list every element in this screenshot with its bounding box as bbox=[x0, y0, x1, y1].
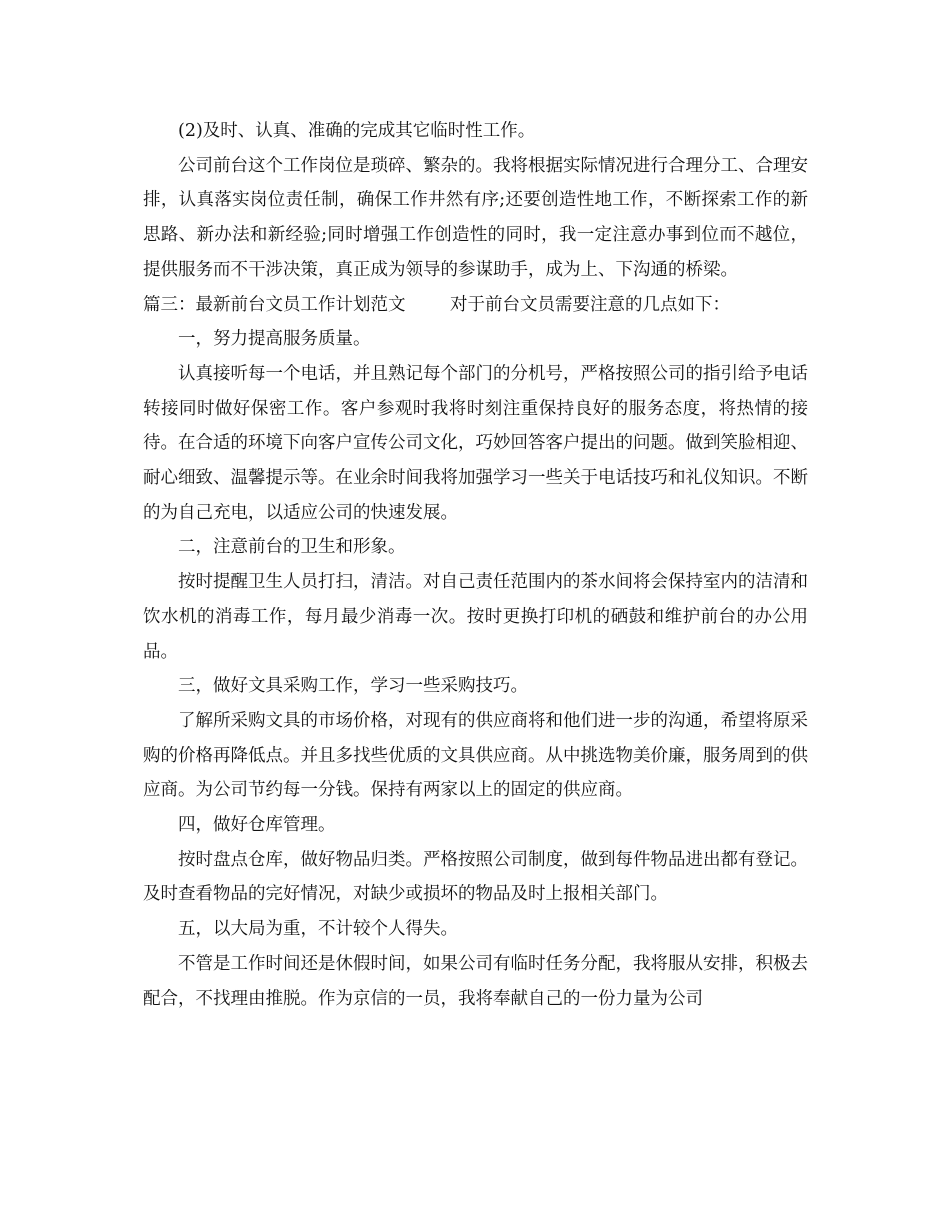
subheading-hygiene-image: 二，注意前台的卫生和形象。 bbox=[178, 537, 406, 558]
paragraph-front-desk-role: 公司前台这个工作岗位是琐碎、繁杂的。我将根据实际情况进行合理分工、合理安排，认真落实岗位责任制，确保工作井然有序;还要创造性地工作，不断探索工作的新思路、新办法和新经验;同时增强工作创造性的同时，我一定注意办事到位而不越位，提供服务而不干涉决策，真正成为领导的参谋助手，成为上、下沟通的桥梁。 bbox=[143, 155, 808, 280]
paragraph-warehouse: 按时盘点仓库，做好物品归类。严格按照公司制度，做到每件物品进出都有登记。及时查看物品的完好情况，对缺少或损坏的物品及时上报相关部门。 bbox=[143, 849, 808, 905]
paragraph-big-picture: 不管是工作时间还是休假时间，如果公司有临时任务分配，我将服从安排，积极去配合，不找理由推脱。作为京信的一员，我将奉献自己的一份力量为公司 bbox=[143, 953, 808, 1009]
subheading-service-quality: 一，努力提高服务质量。 bbox=[178, 329, 371, 350]
section-heading-part-three: 篇三：最新前台文员工作计划范文 对于前台文员需要注意的几点如下： bbox=[143, 294, 730, 315]
subheading-warehouse: 四，做好仓库管理。 bbox=[178, 815, 336, 836]
paragraph-item-2: (2)及时、认真、准确的完成其它临时性工作。 bbox=[178, 121, 536, 141]
document-body bbox=[143, 114, 808, 1016]
subheading-big-picture: 五，以大局为重，不计较个人得失。 bbox=[178, 919, 458, 940]
paragraph-stationery-purchase: 了解所采购文具的市场价格，对现有的供应商将和他们进一步的沟通，希望将原采购的价格再降低点。并且多找些优质的文具供应商。从中挑选物美价廉，服务周到的供应商。为公司节约每一分钱。保持有两家以上的固定的供应商。 bbox=[143, 710, 808, 801]
paragraph-hygiene-image: 按时提醒卫生人员打扫，清洁。对自己责任范围内的茶水间将会保持室内的洁清和饮水机的消毒工作，每月最少消毒一次。按时更换打印机的硒鼓和维护前台的办公用品。 bbox=[143, 572, 808, 662]
subheading-stationery-purchase: 三，做好文具采购工作，学习一些采购技巧。 bbox=[178, 676, 528, 697]
paragraph-service-quality: 认真接听每一个电话，并且熟记每个部门的分机号，严格按照公司的指引给予电话转接同时做好保密工作。客户参观时我将时刻注重保持良好的服务态度，将热情的接待。在合适的环境下向客户宣传公司文化，巧妙回答客户提出的问题。做到笑脸相迎、耐心细致、温馨提示等。在业余时间我将加强学习一些关于电话技巧和礼仪知识。不断的为自己充电，以适应公司的快速发展。 bbox=[143, 363, 808, 523]
